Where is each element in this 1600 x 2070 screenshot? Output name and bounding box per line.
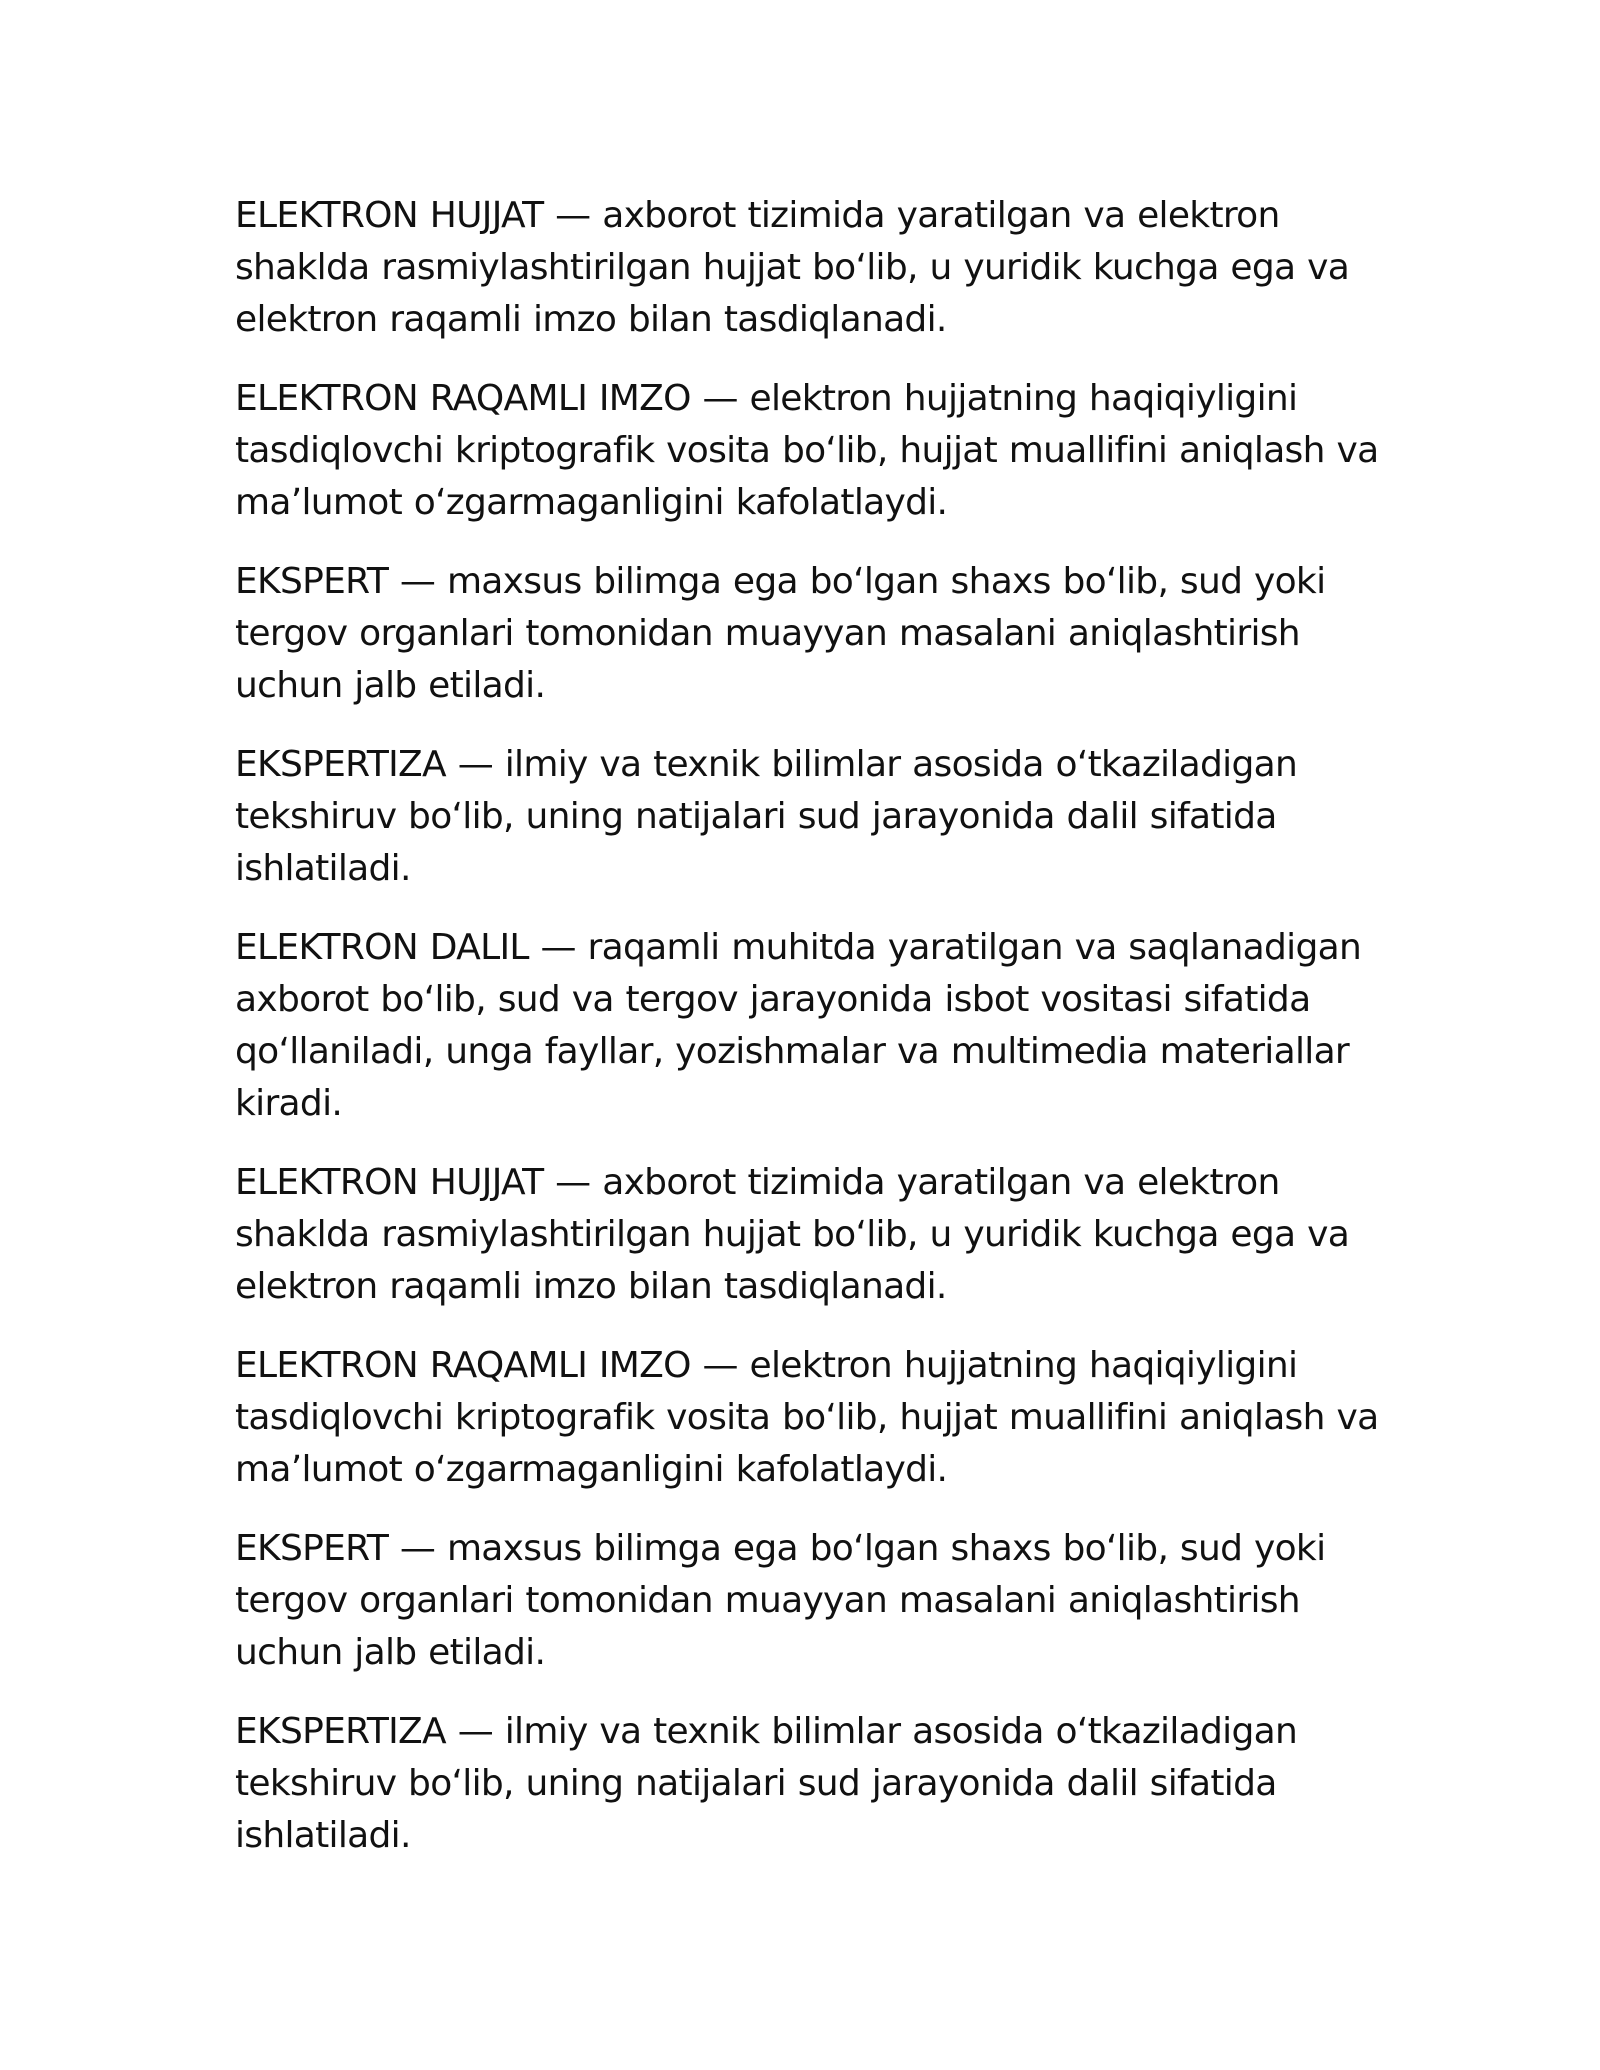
entry-definition: — maxsus bilimga ega bo‘lgan shaxs bo‘lib, sud yoki tergov organlari tomonidan muayyan masalani aniqlashtirish uchun jalb etiladi. — [235, 1528, 1326, 1673]
glossary-entry — [235, 1157, 1385, 1313]
glossary-entry — [235, 373, 1385, 529]
glossary-entry — [235, 190, 1385, 346]
glossary-entry — [235, 1523, 1385, 1679]
entry-definition: — elektron hujjatning haqiqiyligini tasdiqlovchi kriptografik vosita bo‘lib, hujjat muallifini aniqlash va ma’lumot o‘zgarmaganligini kafolatlaydi. — [235, 378, 1379, 523]
entry-term: ELEKTRON HUJJAT — [235, 195, 544, 236]
glossary-entry — [235, 1706, 1385, 1862]
entry-term: ELEKTRON RAQAMLI IMZO — [235, 378, 691, 419]
entry-definition: — ilmiy va texnik bilimlar asosida o‘tkaziladigan tekshiruv bo‘lib, uning natijalari sud jarayonida dalil sifatida ishlatiladi. — [235, 744, 1298, 889]
entry-term: EKSPERTIZA — [235, 744, 446, 785]
entry-term: EKSPERT — [235, 1528, 389, 1569]
glossary-entry — [235, 556, 1385, 712]
entry-definition: — elektron hujjatning haqiqiyligini tasdiqlovchi kriptografik vosita bo‘lib, hujjat muallifini aniqlash va ma’lumot o‘zgarmaganligini kafolatlaydi. — [235, 1345, 1379, 1490]
entry-term: ELEKTRON DALIL — [235, 927, 529, 968]
entry-definition: — axborot tizimida yaratilgan va elektron shaklda rasmiylashtirilgan hujjat bo‘lib, u yuridik kuchga ega va elektron raqamli imzo bilan tasdiqlanadi. — [235, 1162, 1350, 1307]
entry-definition: — ilmiy va texnik bilimlar asosida o‘tkaziladigan tekshiruv bo‘lib, uning natijalari sud jarayonida dalil sifatida ishlatiladi. — [235, 1711, 1298, 1856]
entry-term: EKSPERT — [235, 561, 389, 602]
entry-definition: — maxsus bilimga ega bo‘lgan shaxs bo‘lib, sud yoki tergov organlari tomonidan muayyan masalani aniqlashtirish uchun jalb etiladi. — [235, 561, 1326, 706]
glossary-entry — [235, 922, 1385, 1130]
entry-term: EKSPERTIZA — [235, 1711, 446, 1752]
glossary-entry — [235, 1340, 1385, 1496]
entry-definition: — raqamli muhitda yaratilgan va saqlanadigan axborot bo‘lib, sud va tergov jarayonida isbot vositasi sifatida qo‘llaniladi, unga fayllar, yozishmalar va multimedia materiallar kiradi. — [235, 927, 1362, 1124]
glossary-entry — [235, 739, 1385, 895]
entry-term: ELEKTRON RAQAMLI IMZO — [235, 1345, 691, 1386]
entry-term: ELEKTRON HUJJAT — [235, 1162, 544, 1203]
glossary-body — [235, 190, 1385, 1889]
entry-definition: — axborot tizimida yaratilgan va elektron shaklda rasmiylashtirilgan hujjat bo‘lib, u yuridik kuchga ega va elektron raqamli imzo bilan tasdiqlanadi. — [235, 195, 1350, 340]
